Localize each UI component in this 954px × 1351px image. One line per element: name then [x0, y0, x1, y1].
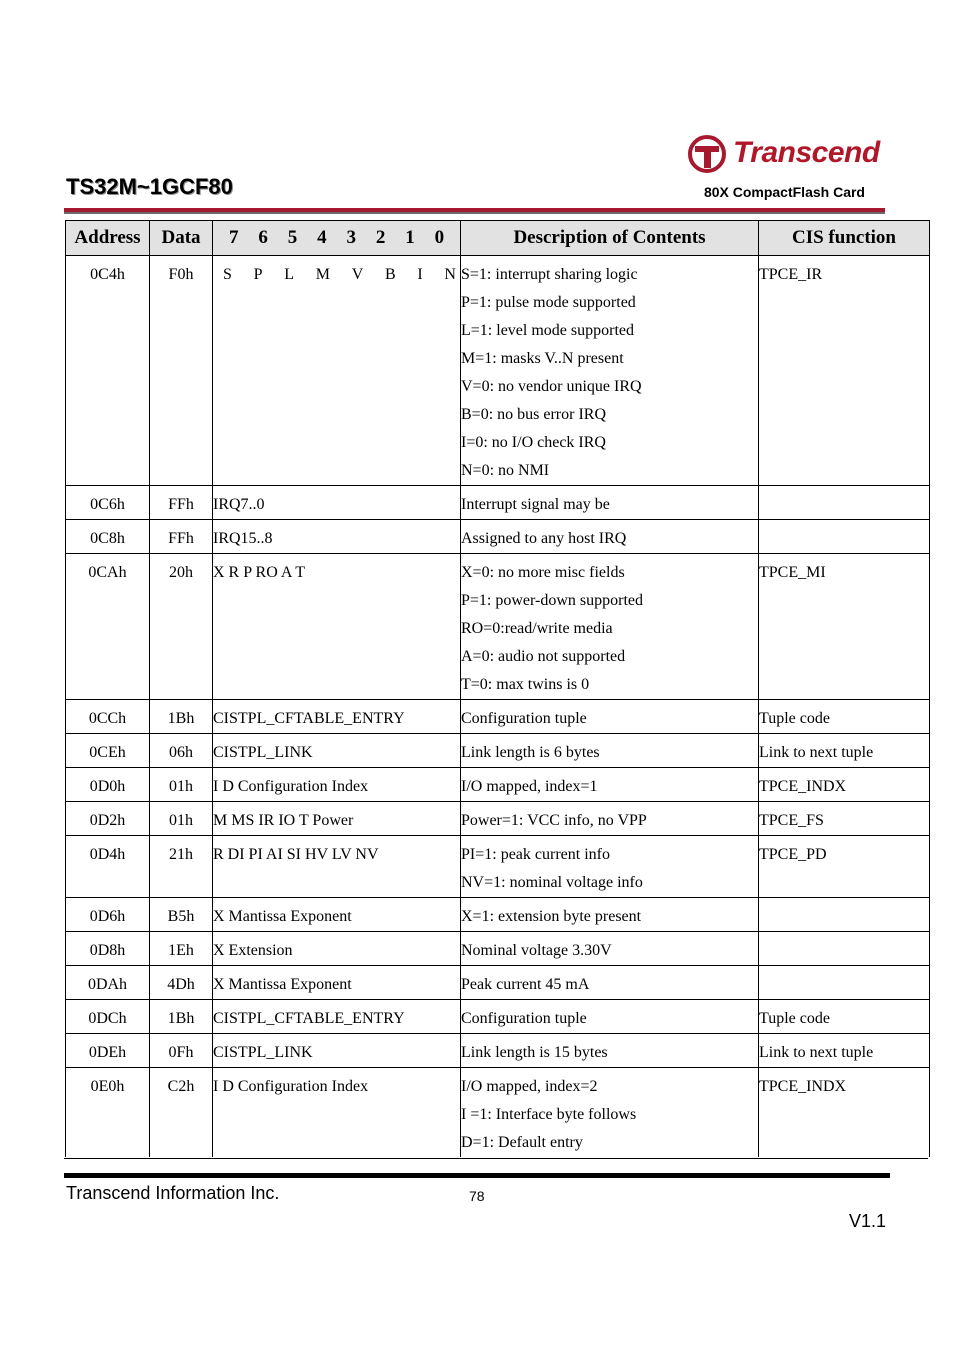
cell-address: 0DAh [66, 966, 150, 1000]
cell-data: 1Eh [150, 932, 213, 966]
bit-label: M [315, 266, 330, 283]
cell-description [461, 768, 759, 802]
description-line: Assigned to any host IRQ [461, 530, 627, 547]
bit-header: 1 [405, 227, 415, 248]
page-number: 78 [469, 1188, 485, 1204]
cell-address: 0E0h [66, 1068, 150, 1158]
table-row [66, 802, 930, 836]
cell-data: C2h [150, 1068, 213, 1158]
cell-data: 01h [150, 802, 213, 836]
cell-field: X R P RO A T [213, 554, 461, 700]
cell-cis [759, 520, 930, 554]
cell-address: 0C6h [66, 486, 150, 520]
cell-cis [759, 966, 930, 1000]
cell-cis: TPCE_FS [759, 802, 930, 836]
bit-header: 4 [317, 227, 327, 248]
bit-header: 7 [228, 227, 239, 248]
cell-cis: TPCE_MI [759, 554, 930, 700]
bit-label: N [444, 266, 456, 283]
cell-description [461, 554, 759, 700]
cell-cis [759, 932, 930, 966]
cell-description [461, 1034, 759, 1068]
description-line: P=1: pulse mode supported [461, 294, 636, 311]
bit-header: 3 [346, 227, 356, 248]
description-line: M=1: masks V..N present [461, 350, 624, 367]
header-rule [64, 208, 885, 212]
table-row [66, 700, 930, 734]
cell-data: FFh [150, 520, 213, 554]
bit-label: L [284, 266, 295, 283]
cell-field: X Mantissa Exponent [213, 966, 461, 1000]
description-line: P=1: power-down supported [461, 592, 644, 609]
footer-rule-thick [64, 1173, 890, 1178]
cell-address: 0CEh [66, 734, 150, 768]
cell-cis: TPCE_INDX [759, 768, 930, 802]
cis-table [65, 220, 930, 1157]
cell-cis: Link to next tuple [759, 734, 930, 768]
description-line: Power=1: VCC info, no VPP [461, 812, 647, 829]
cell-cis: Tuple code [759, 700, 930, 734]
cell-address: 0CCh [66, 700, 150, 734]
cell-data: 06h [150, 734, 213, 768]
table-row [66, 836, 930, 898]
brand-name: Transcend [733, 136, 880, 169]
cell-field: M MS IR IO T Power [213, 802, 461, 836]
cell-description [461, 898, 759, 932]
table-row [66, 1000, 930, 1034]
description-line: X=1: extension byte present [461, 908, 642, 925]
cell-cis [759, 898, 930, 932]
cell-description [461, 486, 759, 520]
bit-header: 0 [434, 227, 445, 248]
description-line: Configuration tuple [461, 710, 587, 727]
cell-cis [759, 486, 930, 520]
col-data: Data [150, 221, 213, 256]
cell-field: CISTPL_LINK [213, 734, 461, 768]
bit-label: P [253, 266, 263, 283]
cell-address: 0CAh [66, 554, 150, 700]
description-line: T=0: max twins is 0 [461, 676, 590, 693]
footer-rule-thin [64, 1158, 928, 1159]
bit-label: S [223, 266, 232, 283]
description-line: L=1: level mode supported [461, 322, 634, 339]
cell-cis: Link to next tuple [759, 1034, 930, 1068]
bit-label: I [417, 266, 423, 283]
description-line: V=0: no vendor unique IRQ [461, 378, 642, 395]
table-row [66, 1068, 930, 1158]
description-line: S=1: interrupt sharing logic [461, 266, 638, 283]
cell-cis: Tuple code [759, 1000, 930, 1034]
cell-data: B5h [150, 898, 213, 932]
col-description: Description of Contents [461, 221, 759, 256]
cell-field: IRQ15..8 [213, 520, 461, 554]
description-line: N=0: no NMI [461, 462, 550, 479]
cell-data: 20h [150, 554, 213, 700]
cell-field [213, 256, 461, 486]
table-row [66, 898, 930, 932]
table-row [66, 932, 930, 966]
cell-field: R DI PI AI SI HV LV NV [213, 836, 461, 898]
cell-address: 0C4h [66, 256, 150, 486]
table-row [66, 486, 930, 520]
description-line: X=0: no more misc fields [461, 564, 625, 581]
cell-description [461, 1000, 759, 1034]
col-bits [213, 221, 461, 256]
cell-field: CISTPL_CFTABLE_ENTRY [213, 1000, 461, 1034]
description-line: NV=1: nominal voltage info [461, 874, 643, 891]
bit-label: B [384, 266, 396, 283]
bit-header: 5 [287, 227, 298, 248]
cell-address: 0DCh [66, 1000, 150, 1034]
col-cis-function: CIS function [759, 221, 930, 256]
cell-field: X Extension [213, 932, 461, 966]
cell-cis: TPCE_PD [759, 836, 930, 898]
cell-field: X Mantissa Exponent [213, 898, 461, 932]
table-row [66, 734, 930, 768]
cell-field: I D Configuration Index [213, 1068, 461, 1158]
cell-address: 0D0h [66, 768, 150, 802]
table-row [66, 554, 930, 700]
cell-address: 0D8h [66, 932, 150, 966]
description-line: Peak current 45 mA [461, 976, 590, 993]
cell-data: F0h [150, 256, 213, 486]
table-row [66, 1034, 930, 1068]
table-row [66, 256, 930, 486]
cell-cis: TPCE_IR [759, 256, 930, 486]
description-line: I =1: Interface byte follows [461, 1106, 637, 1123]
cell-description [461, 700, 759, 734]
table-row [66, 768, 930, 802]
description-line: A=0: audio not supported [461, 648, 626, 665]
cell-data: 4Dh [150, 966, 213, 1000]
model-title: TS32M~1GCF80 [66, 174, 233, 199]
cell-description [461, 256, 759, 486]
cell-data: 1Bh [150, 1000, 213, 1034]
bit-label: V [351, 266, 364, 283]
cell-address: 0DEh [66, 1034, 150, 1068]
table-row [66, 966, 930, 1000]
description-line: D=1: Default entry [461, 1134, 583, 1151]
description-line: B=0: no bus error IRQ [461, 406, 607, 423]
doc-version: V1.1 [849, 1211, 887, 1231]
bit-header: 2 [375, 227, 386, 248]
description-line: PI=1: peak current info [461, 846, 610, 863]
col-address: Address [66, 221, 150, 256]
cell-data: FFh [150, 486, 213, 520]
product-subtitle: 80X CompactFlash Card [703, 184, 865, 200]
cell-description [461, 836, 759, 898]
cell-description [461, 802, 759, 836]
description-line: Link length is 6 bytes [461, 744, 600, 761]
cell-description [461, 734, 759, 768]
cell-data: 01h [150, 768, 213, 802]
cell-description [461, 520, 759, 554]
footer-company: Transcend Information Inc. [66, 1183, 280, 1203]
table-row [66, 520, 930, 554]
cell-field: I D Configuration Index [213, 768, 461, 802]
cell-field: CISTPL_CFTABLE_ENTRY [213, 700, 461, 734]
cell-cis: TPCE_INDX [759, 1068, 930, 1158]
description-line: I/O mapped, index=1 [461, 778, 598, 795]
description-line: Link length is 15 bytes [461, 1044, 608, 1061]
description-line: Configuration tuple [461, 1010, 587, 1027]
cell-description [461, 1068, 759, 1158]
description-line: Nominal voltage 3.30V [461, 942, 612, 959]
cell-field: CISTPL_LINK [213, 1034, 461, 1068]
cell-data: 1Bh [150, 700, 213, 734]
cell-address: 0D2h [66, 802, 150, 836]
description-line: I=0: no I/O check IRQ [461, 434, 606, 451]
description-line: RO=0:read/write media [461, 620, 613, 637]
cell-description [461, 932, 759, 966]
cell-description [461, 966, 759, 1000]
cell-data: 0Fh [150, 1034, 213, 1068]
cell-address: 0D4h [66, 836, 150, 898]
cell-data: 21h [150, 836, 213, 898]
cell-address: 0C8h [66, 520, 150, 554]
description-line: I/O mapped, index=2 [461, 1078, 598, 1095]
description-line: Interrupt signal may be [461, 496, 610, 513]
table-header-row [66, 221, 930, 256]
cell-address: 0D6h [66, 898, 150, 932]
bit-header: 6 [258, 227, 268, 248]
cell-field: IRQ7..0 [213, 486, 461, 520]
